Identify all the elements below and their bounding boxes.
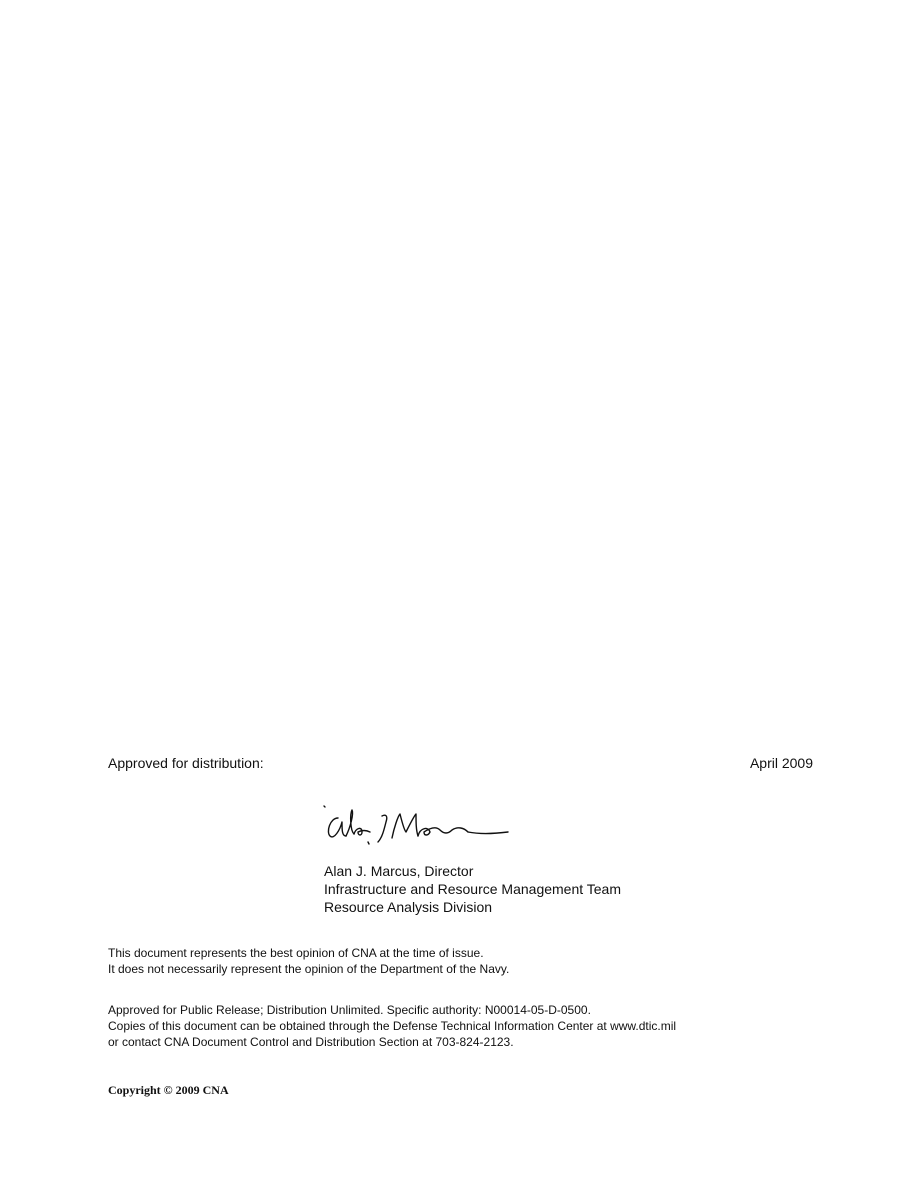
signer-name-title: Alan J. Marcus, Director bbox=[324, 863, 474, 879]
disclaimer-line-1: This document represents the best opinion of CNA at the time of issue. bbox=[108, 946, 484, 960]
approval-label: Approved for distribution: bbox=[108, 755, 264, 771]
approval-date: April 2009 bbox=[749, 755, 813, 771]
approval-row bbox=[108, 754, 813, 772]
release-line-3: or contact CNA Document Control and Distribution Section at 703-824-2123. bbox=[108, 1035, 514, 1049]
copyright-notice: Copyright © 2009 CNA bbox=[108, 1083, 229, 1097]
signer-team: Infrastructure and Resource Management Team bbox=[324, 881, 622, 897]
release-statement bbox=[108, 1002, 676, 1050]
signer-block bbox=[324, 862, 621, 916]
signer-division: Resource Analysis Division bbox=[324, 899, 493, 915]
disclaimer bbox=[108, 945, 509, 977]
release-line-2: Copies of this document can be obtained through the Defense Technical Information Center at www.dtic.mil bbox=[108, 1019, 677, 1033]
disclaimer-line-2: It does not necessarily represent the opinion of the Department of the Navy. bbox=[108, 962, 510, 976]
signature-image bbox=[322, 804, 517, 852]
release-line-1: Approved for Public Release; Distribution Unlimited. Specific authority: N00014-05-D-0500. bbox=[108, 1003, 591, 1017]
